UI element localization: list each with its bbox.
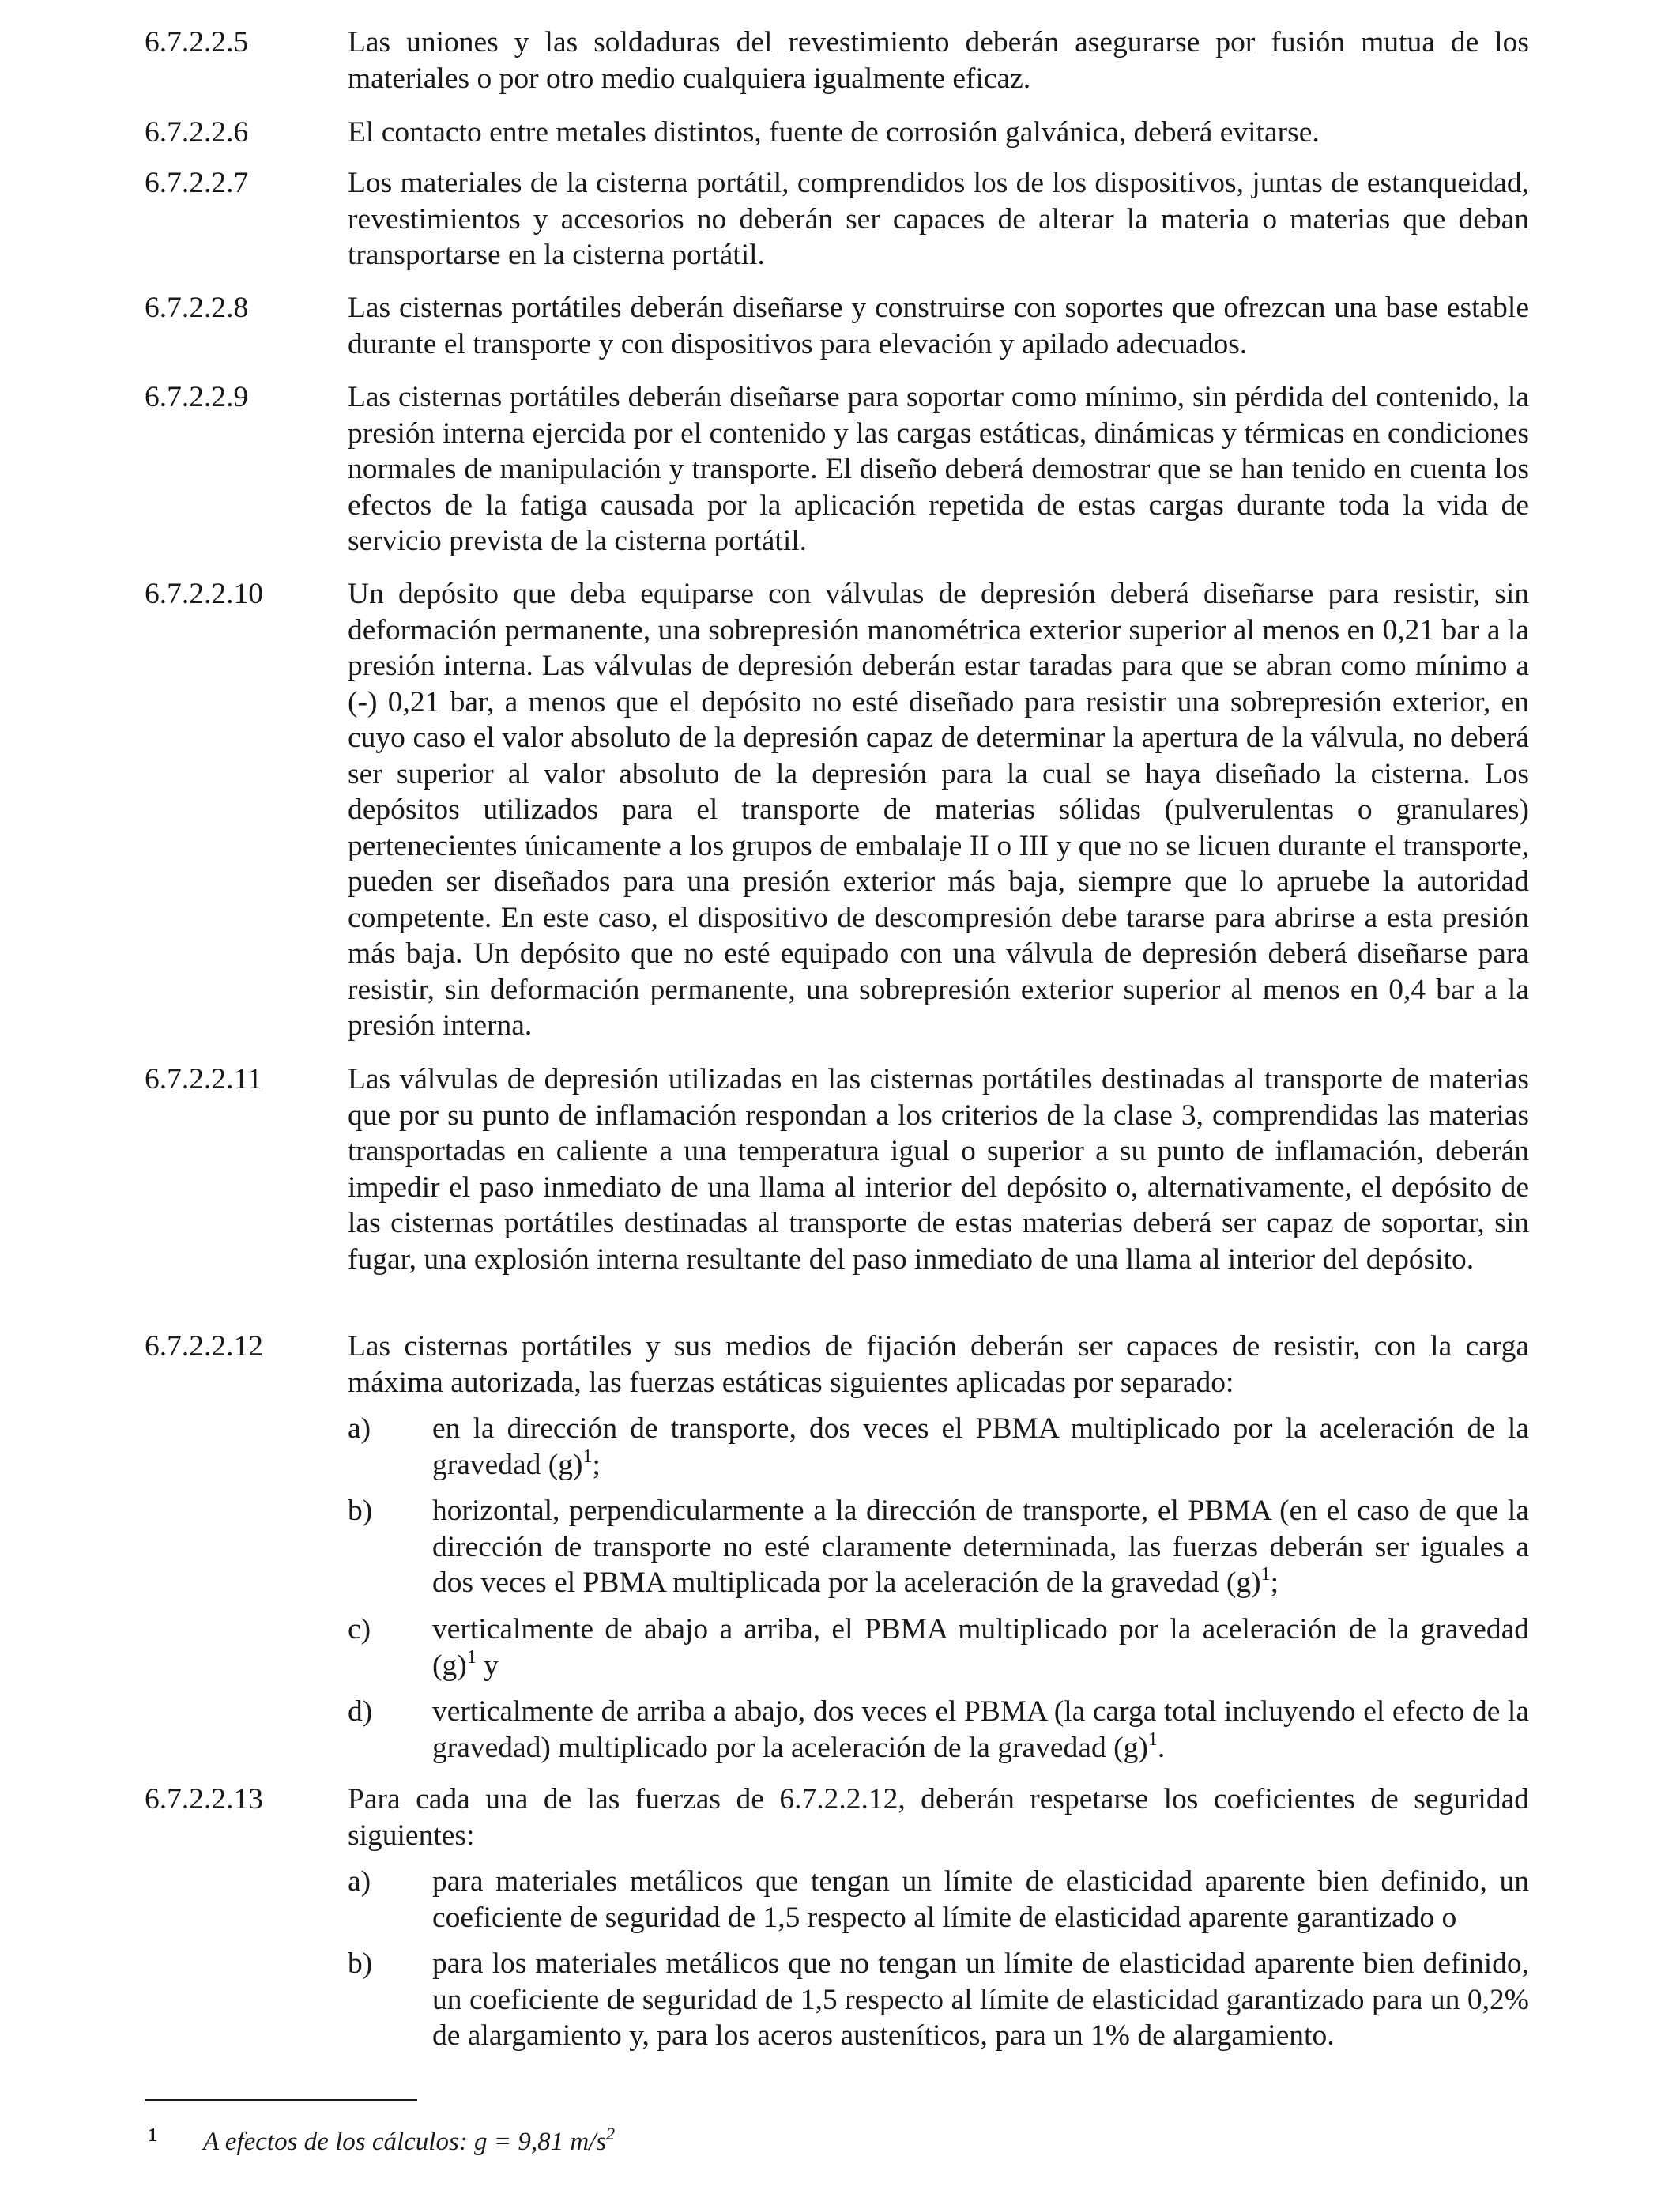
list-item-text: horizontal, perpendicularmente a la dirección de transporte, el PBMA (en el caso de que la dirección de transporte no esté claramente determinada, las fuerzas deberán ser iguales a dos veces el PBMA multiplicada por la aceleración de la gravedad $(g)^1$; bbox=[432, 1495, 1529, 1599]
paragraph-6-7-2-2-12 bbox=[145, 1329, 1529, 1400]
paragraph-text: Las cisternas portátiles deberán diseñarse para soportar como mínimo, sin pérdida del contenido, la presión interna ejercida por el contenido y las cargas estáticas, dinámicas y térmicas en condiciones normales de manipulación y transporte. El diseño deberá demostrar que se han tenido en cuenta los efectos de la fatiga causada por la aplicación repetida de estas cargas durante toda la vida de servicio prevista de la cisterna portátil. bbox=[348, 381, 1529, 557]
paragraph-6-7-2-2-13 bbox=[145, 1781, 1529, 1853]
list-item bbox=[348, 1493, 1529, 1601]
list-item bbox=[348, 1864, 1529, 1936]
paragraph-6-7-2-2-11 bbox=[145, 1061, 1529, 1277]
paragraph-6-7-2-2-6 bbox=[145, 115, 1529, 151]
paragraph-6-7-2-2-5 bbox=[145, 25, 1529, 96]
paragraph-6-7-2-2-8 bbox=[145, 290, 1529, 362]
list-item-letter: b) bbox=[348, 1947, 373, 1980]
paragraph-number: 6.7.2.2.11 bbox=[145, 1063, 262, 1095]
paragraph-text: Un depósito que deba equiparse con válvulas de depresión deberá diseñarse para resistir, sin deformación permanente, una sobrepresión manométrica exterior superior al menos en 0,21 bar a la presión interna. Las válvulas de depresión deberán estar taradas para que se abran como mínimo a (-) 0,21 bar, a menos que el depósito no esté diseñado para resistir una sobrepresión exterior, en cuyo caso el valor absoluto de la depresión capaz de determinar la apertura de la válvula, no deberá ser superior al valor absoluto de la depresión para la cual se haya diseñado la cisterna. Los depósitos utilizados para el transporte de materias sólidas (pulverulentas o granulares) pertenecientes únicamente a los grupos de embalaje II o III y que no se licuen durante el transporte, pueden ser diseñados para una presión exterior más baja, siempre que lo apruebe la autoridad competente. En este caso, el dispositivo de descompresión debe tararse para abrirse a esta presión más baja. Un depósito que no esté equipado con una válvula de depresión deberá diseñarse para resistir, sin deformación permanente, una sobrepresión exterior superior al menos en 0,4 bar a la presión interna. bbox=[348, 578, 1529, 1042]
paragraph-text: Las cisternas portátiles y sus medios de fijación deberán ser capaces de resistir, con la carga máxima autorizada, las fuerzas estáticas siguientes aplicadas por separado: bbox=[348, 1330, 1529, 1399]
list-item-text: para materiales metálicos que tengan un límite de elasticidad aparente bien definido, un coeficiente de seguridad de 1,5 respecto al límite de elasticidad aparente garantizado o bbox=[432, 1865, 1529, 1934]
paragraph-text: Las cisternas portátiles deberán diseñarse y construirse con soportes que ofrezcan una base estable durante el transporte y con dispositivos para elevación y apilado adecuados. bbox=[348, 292, 1529, 360]
paragraph-text: Para cada una de las fuerzas de 6.7.2.2.12, deberán respetarse los coeficientes de seguridad siguientes: bbox=[348, 1783, 1529, 1852]
list-item-letter: a) bbox=[348, 1412, 371, 1445]
paragraph-number: 6.7.2.2.12 bbox=[145, 1330, 263, 1363]
paragraph-number: 6.7.2.2.10 bbox=[145, 578, 263, 610]
paragraph-number: 6.7.2.2.13 bbox=[145, 1783, 263, 1815]
paragraph-text: Los materiales de la cisterna portátil, comprendidos los de los dispositivos, juntas de estanqueidad, revestimientos y accesorios no deberán ser capaces de alterar la materia o materias que deban transportarse en la cisterna portátil. bbox=[348, 167, 1529, 271]
paragraph-text: Las uniones y las soldaduras del revestimiento deberán asegurarse por fusión mutua de los materiales o por otro medio cualquiera igualmente eficaz. bbox=[348, 26, 1529, 95]
footnote-mark: 1 bbox=[148, 2125, 157, 2146]
list-item-letter: a) bbox=[348, 1865, 371, 1898]
footnote-text: A efectos de los cálculos: g = 9,81 $m/s^2$ bbox=[203, 2124, 616, 2156]
footnote-separator bbox=[145, 2099, 417, 2101]
paragraph-6-7-2-2-7 bbox=[145, 165, 1529, 273]
list-item bbox=[348, 1411, 1529, 1483]
paragraph-6-7-2-2-9 bbox=[145, 379, 1529, 560]
paragraph-text: El contacto entre metales distintos, fuente de corrosión galvánica, deberá evitarse. bbox=[348, 116, 1320, 149]
list-item-letter: d) bbox=[348, 1695, 373, 1728]
footnote bbox=[145, 2126, 1529, 2158]
list-item-letter: c) bbox=[348, 1613, 371, 1646]
paragraph-6-7-2-2-10 bbox=[145, 576, 1529, 1044]
list-item bbox=[348, 1946, 1529, 2054]
list-item-text: en la dirección de transporte, dos veces el PBMA multiplicado por la aceleración de la gravedad $(g)^1$; bbox=[432, 1412, 1529, 1481]
paragraph-number: 6.7.2.2.7 bbox=[145, 167, 249, 199]
paragraph-number: 6.7.2.2.6 bbox=[145, 116, 249, 149]
list-item-letter: b) bbox=[348, 1495, 373, 1527]
list-item bbox=[348, 1612, 1529, 1683]
paragraph-number: 6.7.2.2.9 bbox=[145, 381, 249, 413]
list-item-text: verticalmente de arriba a abajo, dos veces el PBMA (la carga total incluyendo el efecto de la gravedad) multiplicado por la aceleración de la gravedad $(g)^1$. bbox=[432, 1695, 1529, 1764]
paragraph-text: Las válvulas de depresión utilizadas en las cisternas portátiles destinadas al transporte de materias que por su punto de inflamación respondan a los criterios de la clase 3, comprendidas las materias transportadas en caliente a una temperatura igual o superior a su punto de inflamación, deberán impedir el paso inmediato de una llama al interior del depósito o, alternativamente, el depósito de las cisternas portátiles destinadas al transporte de estas materias deberá ser capaz de soportar, sin fugar, una explosión interna resultante del paso inmediato de una llama al interior del depósito. bbox=[348, 1063, 1529, 1276]
list-item bbox=[348, 1694, 1529, 1766]
paragraph-number: 6.7.2.2.8 bbox=[145, 292, 249, 324]
paragraph-number: 6.7.2.2.5 bbox=[145, 26, 249, 58]
list-item-text: verticalmente de abajo a arriba, el PBMA multiplicado por la aceleración de la gravedad $(g)^1$ y bbox=[432, 1613, 1529, 1682]
list-item-text: para los materiales metálicos que no tengan un límite de elasticidad aparente bien definido, un coeficiente de seguridad de 1,5 respecto al límite de elasticidad garantizado para un 0,2% de alargamiento y, para los aceros austeníticos, para un 1% de alargamiento. bbox=[432, 1947, 1529, 2052]
